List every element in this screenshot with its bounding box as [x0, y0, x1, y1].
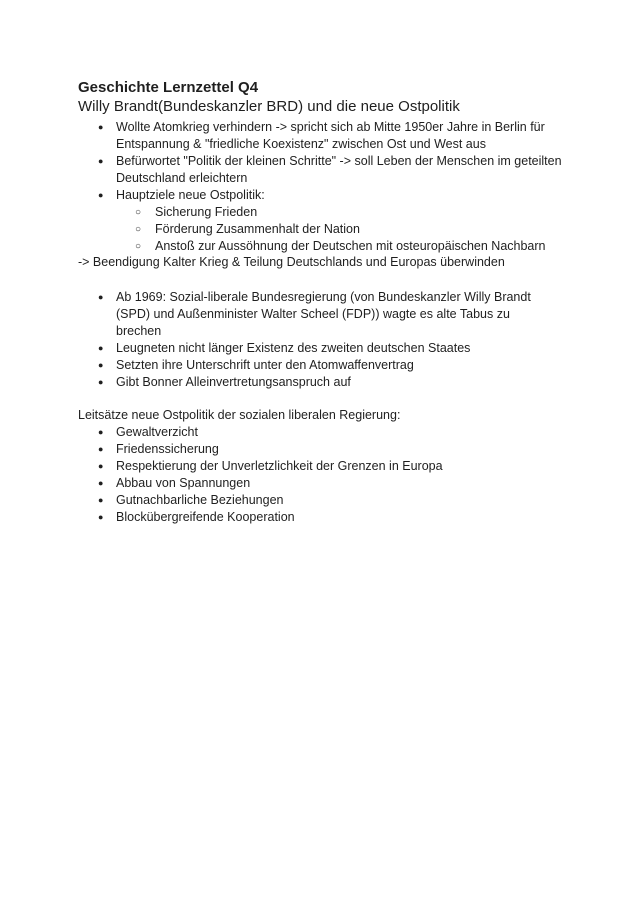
list-item: ● Ab 1969: Sozial-liberale Bundesregierung (von Bundeskanzler Willy Brandt (SPD) und Außenminister Walter Scheel (FDP)) wagte es alte Tabus zu brechen	[78, 289, 548, 340]
sub-list-item: ○ Anstoß zur Aussöhnung der Deutschen mit osteuropäischen Nachbarn	[78, 238, 573, 255]
bullet-list	[78, 119, 573, 255]
list-item: ● Friedenssicherung	[78, 441, 548, 458]
list-item: ● Respektierung der Unverletzlichkeit der Grenzen in Europa	[78, 458, 548, 475]
list-item: ● Blockübergreifende Kooperation	[78, 509, 548, 526]
section-social-liberal-government	[78, 289, 548, 391]
principles-intro: Leitsätze neue Ostpolitik der sozialen liberalen Regierung:	[78, 408, 401, 422]
section-principles	[78, 424, 548, 526]
sub-list-item: ○ Sicherung Frieden	[78, 204, 573, 221]
bullet-list	[78, 289, 548, 391]
list-item: ● Gutnachbarliche Beziehungen	[78, 492, 548, 509]
list-item: ● Gewaltverzicht	[78, 424, 548, 441]
list-item: ● Leugneten nicht länger Existenz des zweiten deutschen Staates	[78, 340, 548, 357]
document-title: Geschichte Lernzettel Q4	[78, 79, 259, 96]
list-item: ● Gibt Bonner Alleinvertretungsanspruch auf	[78, 374, 548, 391]
list-item: ● Setzten ihre Unterschrift unter den Atomwaffenvertrag	[78, 357, 548, 374]
bullet-list	[78, 424, 548, 526]
list-item: ● Befürwortet "Politik der kleinen Schritte" -> soll Leben der Menschen im geteilten Deutschland erleichtern	[78, 153, 573, 187]
arrow-conclusion-line: -> Beendigung Kalter Krieg & Teilung Deutschlands und Europas überwinden	[78, 255, 505, 269]
document-subtitle: Willy Brandt(Bundeskanzler BRD) und die neue Ostpolitik	[78, 98, 460, 115]
list-item: ● Abbau von Spannungen	[78, 475, 548, 492]
section-brandt-goals	[78, 119, 573, 255]
sub-list-item: ○ Förderung Zusammenhalt der Nation	[78, 221, 573, 238]
list-item: ● Hauptziele neue Ostpolitik:	[78, 187, 573, 204]
list-item: ● Wollte Atomkrieg verhindern -> spricht sich ab Mitte 1950er Jahre in Berlin für Entspannung & "friedliche Koexistenz" zwischen Ost und West aus	[78, 119, 573, 153]
